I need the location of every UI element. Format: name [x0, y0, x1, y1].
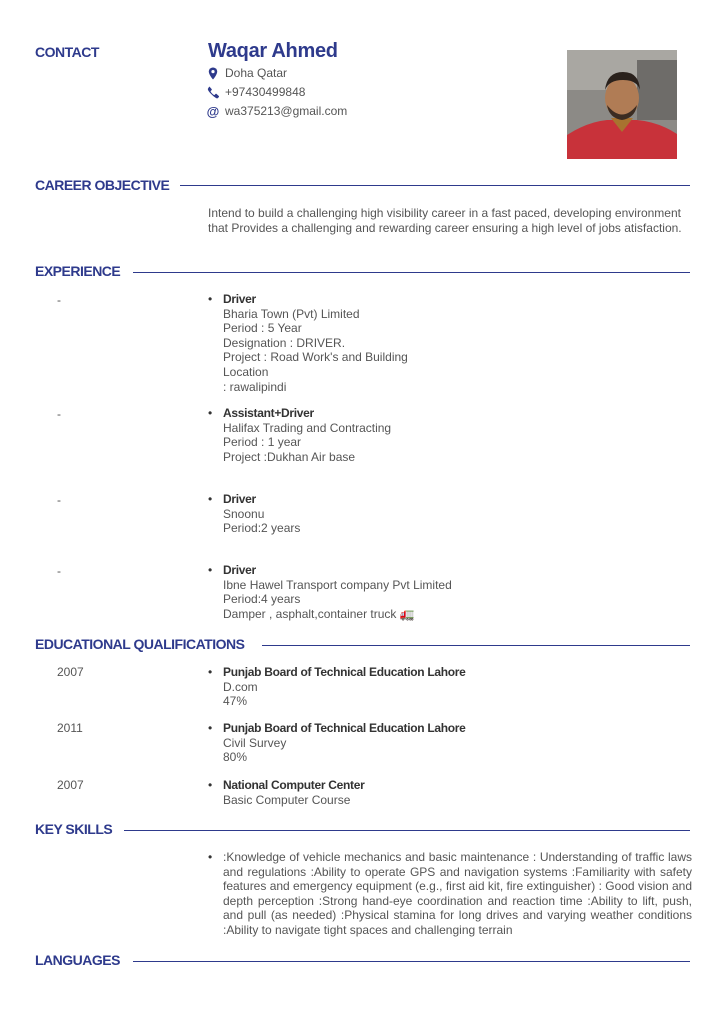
languages-heading: LANGUAGES: [35, 952, 120, 968]
career-objective-heading: CAREER OBJECTIVE: [35, 177, 170, 193]
job-detail: Period:4 years: [223, 592, 301, 607]
bullet: •: [208, 721, 213, 735]
email-text: wa375213@gmail.com: [225, 104, 348, 118]
experience-item: [208, 492, 688, 536]
career-objective-divider: [180, 185, 690, 186]
job-detail: Location: [223, 364, 269, 379]
key-skills-divider: [124, 830, 690, 831]
institution-name: Punjab Board of Technical Education Lahore: [223, 665, 466, 679]
job-detail: Ibne Hawel Transport company Pvt Limited: [223, 577, 452, 592]
person-name: Waqar Ahmed: [208, 40, 338, 62]
job-title: Driver: [223, 563, 256, 577]
experience-date: -: [57, 293, 61, 307]
experience-date: -: [57, 407, 61, 421]
location-text: Doha Qatar: [225, 66, 288, 80]
skills-item: [208, 850, 692, 938]
education-detail: Basic Computer Course: [223, 792, 351, 807]
education-detail: Civil Survey: [223, 735, 287, 750]
skills-text: :Knowledge of vehicle mechanics and basic maintenance : Understanding of traffic laws and regulations :Ability to operate GPS and navigation systems :Familiarity with safety features and emergency equipment (e.g., first aid kit, fire extinguisher) : Good vision and depth perception :Strong hand-eye coordination and reaction time :Ability to lift, push, and pull (as needed) :Physical stamina for long drives and varying weather conditions :Ability to navigate tight spaces and challenging terrain: [223, 850, 692, 937]
education-divider: [262, 645, 690, 646]
job-detail: : rawalipindi: [223, 379, 287, 394]
education-year: 2011: [57, 721, 83, 735]
bullet: •: [208, 563, 213, 577]
education-detail: 47%: [223, 694, 248, 709]
experience-date: -: [57, 564, 61, 578]
bullet: •: [208, 665, 213, 679]
education-detail: D.com: [223, 679, 258, 694]
experience-item: [208, 563, 688, 621]
at-sign-icon: @: [206, 103, 220, 119]
institution-name: Punjab Board of Technical Education Lahore: [223, 721, 466, 735]
job-detail: Designation : DRIVER.: [223, 335, 346, 350]
experience-date: -: [57, 493, 61, 507]
job-detail: Halifax Trading and Contracting: [223, 420, 392, 435]
map-pin-icon: [205, 66, 221, 80]
education-item: [208, 665, 688, 709]
contact-heading: CONTACT: [35, 44, 99, 60]
bullet: •: [208, 406, 213, 420]
job-title: Driver: [223, 292, 256, 306]
job-detail: Period:2 years: [223, 521, 301, 536]
job-title: Assistant+Driver: [223, 406, 314, 420]
bullet: •: [208, 850, 213, 864]
education-year: 2007: [57, 778, 84, 792]
experience-item: [208, 406, 688, 464]
key-skills-heading: KEY SKILLS: [35, 821, 113, 837]
education-item: [208, 778, 688, 807]
bullet: •: [208, 778, 213, 792]
languages-divider: [133, 961, 690, 962]
job-title: Driver: [223, 492, 256, 506]
experience-item: [208, 292, 688, 394]
bullet: •: [208, 492, 213, 506]
contact-email: [205, 104, 347, 118]
education-heading: EDUCATIONAL QUALIFICATIONS: [35, 636, 245, 652]
experience-divider: [133, 272, 690, 273]
phone-text: +97430499848: [225, 85, 306, 99]
profile-photo: [567, 50, 677, 159]
phone-icon: [205, 85, 221, 99]
job-detail: Bharia Town (Pvt) Limited: [223, 306, 360, 321]
job-detail: Project :Dukhan Air base: [223, 449, 356, 464]
education-item: [208, 721, 688, 765]
education-detail: 80%: [223, 750, 248, 765]
institution-name: National Computer Center: [223, 778, 365, 792]
job-detail: Period : 5 Year: [223, 321, 302, 336]
objective-text: Intend to build a challenging high visibility career in a fast paced, developing environment that Provides a challenging and rewarding career ensuring a high level of jobs atisfaction.: [208, 206, 682, 235]
contact-phone: [205, 85, 305, 99]
job-detail: Damper , asphalt,container truck 🚛: [223, 606, 415, 621]
job-detail: Period : 1 year: [223, 435, 302, 450]
job-detail: Project : Road Work's and Building: [223, 350, 408, 365]
contact-location: [205, 66, 287, 80]
education-year: 2007: [57, 665, 84, 679]
bullet: •: [208, 292, 213, 306]
experience-heading: EXPERIENCE: [35, 263, 121, 279]
job-detail: Snoonu: [223, 506, 265, 521]
